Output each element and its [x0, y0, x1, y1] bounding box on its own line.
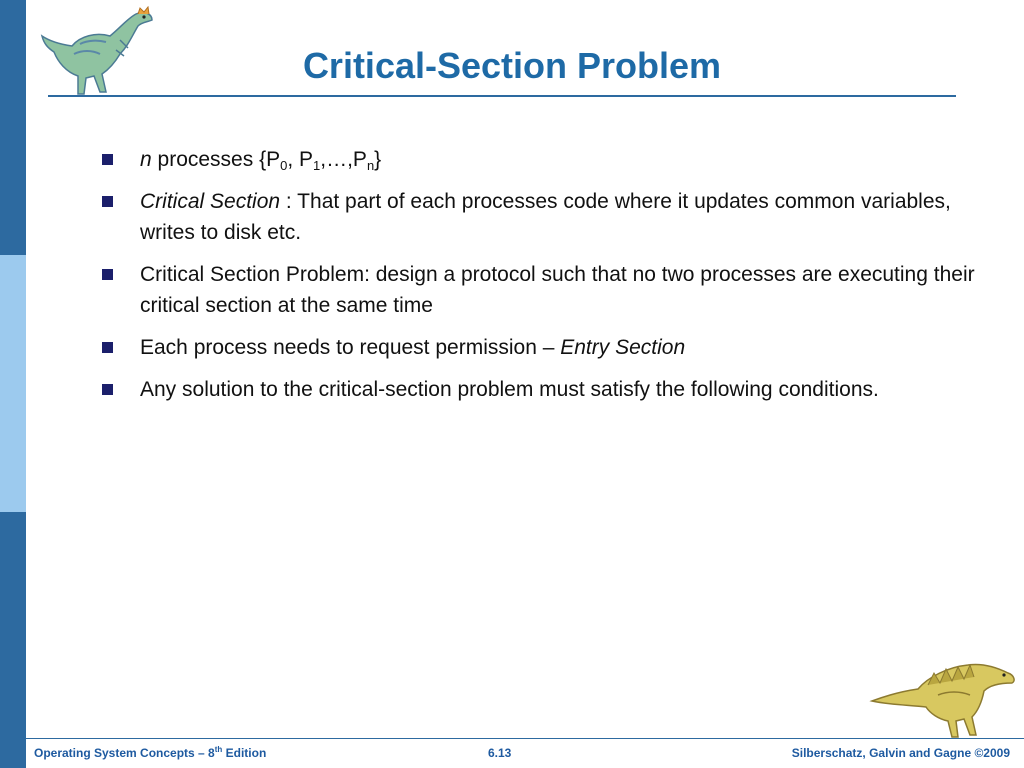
- footer-divider: [26, 738, 1024, 739]
- bullet-italic: Critical Section: [140, 190, 281, 213]
- title-divider: [48, 95, 956, 97]
- bullet-text: }: [374, 148, 382, 171]
- bullet-text: : That part of each processes code where it updates common variables, writes to disk etc.: [140, 190, 951, 244]
- bullet-text: Each process needs to request permission –: [140, 336, 561, 359]
- subscript: 1: [313, 158, 321, 173]
- bullet-italic: Entry Section: [560, 336, 686, 359]
- square-bullet-icon: [102, 196, 113, 207]
- side-bar-highlight: [0, 255, 26, 512]
- square-bullet-icon: [102, 384, 113, 395]
- list-item: [100, 259, 1000, 321]
- footer-authors: Silberschatz, Galvin and Gagne ©2009: [791, 746, 1010, 760]
- list-item: [100, 186, 1000, 248]
- footer-text: Operating System Concepts – 8: [34, 746, 215, 760]
- list-item: [100, 332, 1000, 363]
- square-bullet-icon: [102, 154, 113, 165]
- list-item: [100, 374, 1000, 405]
- page-number: 6.13: [488, 746, 512, 760]
- list-item: [100, 144, 1000, 175]
- dinosaur-icon: [36, 6, 160, 98]
- footer-book-title: [34, 745, 266, 761]
- square-bullet-icon: [102, 269, 113, 280]
- page-title: Critical-Section Problem: [302, 45, 722, 86]
- bullet-italic: n: [140, 148, 152, 171]
- bullet-text: , P: [287, 148, 314, 171]
- subscript: n: [366, 158, 375, 173]
- bullet-text: processes {P: [151, 148, 281, 171]
- bullet-text: ,…,P: [320, 148, 367, 171]
- bullet-list: [100, 144, 1000, 416]
- side-bar: [0, 0, 26, 768]
- dinosaur-icon: [868, 655, 1018, 740]
- bullet-text: Critical Section Problem: design a protocol such that no two processes are executing their critical section at the same time: [140, 263, 975, 317]
- bullet-text: Any solution to the critical-section problem must satisfy the following conditions.: [140, 378, 879, 401]
- footer-text: Edition: [222, 746, 267, 760]
- superscript: th: [214, 745, 223, 754]
- subscript: 0: [280, 158, 288, 173]
- square-bullet-icon: [102, 342, 113, 353]
